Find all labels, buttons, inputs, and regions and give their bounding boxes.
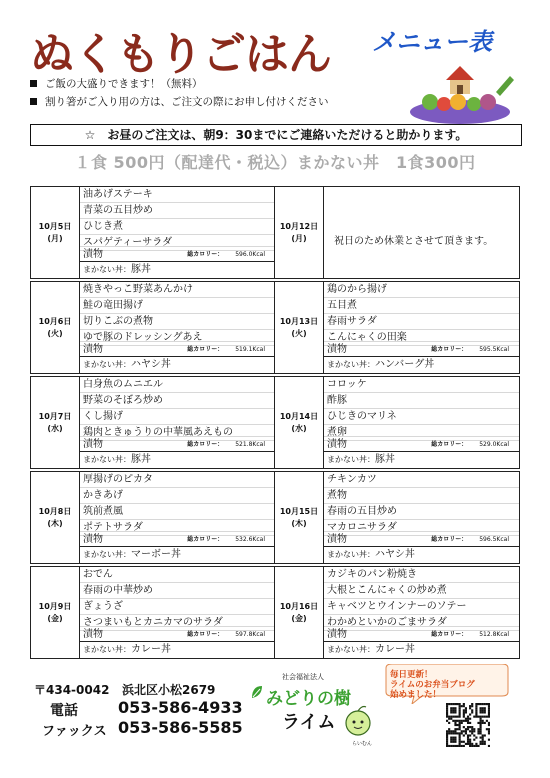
dish-list — [80, 282, 275, 346]
dish-list — [80, 377, 275, 441]
dish-item: かきあげ — [80, 488, 275, 504]
note-large-rice — [30, 76, 203, 91]
blog-line-3: 始めました！ — [390, 690, 442, 700]
makanai-don-row — [80, 356, 275, 373]
dish-item: わかめといかのごまサラダ — [324, 615, 519, 631]
dish-item: ゆで豚のドレッシングあえ — [80, 330, 275, 346]
don-label: まかない丼： — [327, 645, 375, 654]
dish-item: 白身魚のムニエル — [80, 377, 275, 393]
day-date — [275, 187, 324, 278]
fax-number: 053-586-5585 — [118, 718, 243, 737]
calorie-label: 総カロリー： — [431, 441, 468, 448]
calorie-value: 597.8Kcal — [235, 631, 265, 638]
qr-code-icon[interactable] — [446, 703, 490, 747]
address: 浜北区小松2679 — [122, 683, 216, 697]
phone-label: 電話 — [50, 703, 78, 719]
weekday-text: (水) — [47, 423, 63, 433]
weekday-text: (火) — [291, 328, 307, 338]
dish-item: 切りこぶの煮物 — [80, 314, 275, 330]
calorie-label: 総カロリー： — [187, 441, 224, 448]
calorie-label: 総カロリー： — [431, 536, 468, 543]
menu-title: ぬくもりごはん — [30, 29, 331, 80]
weekday-text: (月) — [47, 233, 63, 243]
day-menu — [80, 187, 275, 278]
dish-item: 五目煮 — [324, 298, 519, 314]
dish-item: くし揚げ — [80, 409, 275, 425]
pickles-row — [80, 341, 275, 357]
pickles-row — [80, 436, 275, 452]
bullet-square-icon — [30, 80, 37, 87]
day-menu — [80, 282, 275, 373]
calorie-value: 596.5Kcal — [479, 536, 509, 543]
calorie-info — [431, 532, 509, 547]
weekday-text: (金) — [47, 613, 63, 623]
pickles-text: 漬物 — [83, 439, 103, 450]
pickles-text: 漬物 — [327, 439, 347, 450]
dish-item: 煮卵 — [324, 425, 519, 441]
org-sub-name: ライム — [282, 712, 336, 733]
calorie-info — [187, 627, 265, 642]
don-value: 豚丼 — [131, 264, 151, 275]
weekday-text: (火) — [47, 328, 63, 338]
don-label: まかない丼： — [327, 455, 375, 464]
makanai-don-row — [80, 451, 275, 468]
calorie-info — [187, 532, 265, 547]
weekday-text: (金) — [291, 613, 307, 623]
dish-item: 春雨の中華炒め — [80, 583, 275, 599]
don-value: ハンバーグ丼 — [375, 359, 435, 370]
dish-list — [80, 472, 275, 536]
dish-item: さつまいもとカニカマのサラダ — [80, 615, 275, 631]
day-cell — [30, 471, 276, 564]
don-label: まかない丼： — [83, 360, 131, 369]
blog-line-1: 毎日更新！ — [390, 670, 433, 680]
day-menu — [324, 282, 519, 373]
org-name: みどりの樹 — [266, 689, 351, 709]
dish-item: 野菜のそぼろ炒め — [80, 393, 275, 409]
date-text: 10月13日 — [279, 316, 319, 326]
mascot-caption: らいむん — [352, 741, 373, 747]
calorie-value: 595.5Kcal — [479, 346, 509, 353]
day-date — [31, 377, 80, 468]
don-label: まかない丼： — [83, 455, 131, 464]
pickles-row — [80, 626, 275, 642]
calorie-info — [187, 342, 265, 357]
day-menu — [324, 187, 519, 278]
dish-item: 大根とこんにゃくの炒め煮 — [324, 583, 519, 599]
pickles-row — [324, 531, 519, 547]
bullet-square-icon — [30, 98, 37, 105]
day-cell — [30, 281, 276, 374]
pickles-text: 漬物 — [83, 249, 103, 260]
don-value: カレー丼 — [131, 644, 171, 655]
day-cell — [30, 186, 276, 279]
don-label: まかない丼： — [83, 645, 131, 654]
blog-line-2: ライムのお弁当ブログ — [390, 680, 475, 690]
pickles-row — [80, 531, 275, 547]
blog-announcement[interactable] — [390, 670, 475, 700]
holiday-notice: 祝日のため休業とさせて頂きます。 — [334, 236, 494, 247]
dish-item: 筑前煮風 — [80, 504, 275, 520]
day-date — [275, 472, 324, 563]
don-label: まかない丼： — [83, 265, 131, 274]
calorie-value: 521.8Kcal — [235, 441, 265, 448]
postal-code: 〒434-0042 — [34, 683, 110, 697]
calorie-label: 総カロリー： — [431, 631, 468, 638]
date-text: 10月6日 — [38, 316, 72, 326]
don-label: まかない丼： — [327, 360, 375, 369]
dish-item: スパゲティーサラダ — [80, 235, 275, 251]
weekday-text: (木) — [47, 518, 63, 528]
day-date — [275, 282, 324, 373]
calorie-label: 総カロリー： — [187, 631, 224, 638]
calorie-value: 512.8Kcal — [479, 631, 509, 638]
org-type: 社会福祉法人 — [282, 673, 324, 681]
pickles-text: 漬物 — [327, 344, 347, 355]
day-date — [31, 472, 80, 563]
date-text: 10月12日 — [279, 221, 319, 231]
dish-item: キャベツとウインナーのソテー — [324, 599, 519, 615]
day-date — [31, 187, 80, 278]
don-value: ハヤシ丼 — [131, 359, 171, 370]
makanai-don-row — [324, 546, 519, 563]
day-menu — [80, 377, 275, 468]
makanai-don-row — [80, 261, 275, 278]
day-cell — [274, 471, 520, 564]
weekday-text: (水) — [291, 423, 307, 433]
calorie-value: 519.1Kcal — [235, 346, 265, 353]
day-date — [31, 567, 80, 658]
dish-item: 厚揚げのピカタ — [80, 472, 275, 488]
makanai-don-row — [80, 546, 275, 563]
dish-item: 焼きやっこ野菜あんかけ — [80, 282, 275, 298]
dish-item: 鶏のから揚げ — [324, 282, 519, 298]
day-menu — [324, 377, 519, 468]
dish-item: 青菜の五目炒め — [80, 203, 275, 219]
day-cell — [274, 281, 520, 374]
mascot-icon — [340, 703, 376, 739]
dish-item: カジキのパン粉焼き — [324, 567, 519, 583]
menu-table-label: メニュー表 — [372, 28, 492, 56]
pickles-row — [80, 246, 275, 262]
day-menu — [80, 472, 275, 563]
note-chopsticks — [30, 94, 329, 109]
dish-item: コロッケ — [324, 377, 519, 393]
date-text: 10月16日 — [279, 601, 319, 611]
pickles-text: 漬物 — [327, 629, 347, 640]
makanai-don-row — [80, 641, 275, 658]
don-label: まかない丼： — [83, 550, 131, 559]
calorie-label: 総カロリー： — [187, 251, 224, 258]
date-text: 10月7日 — [38, 411, 72, 421]
dish-item: ぎょうざ — [80, 599, 275, 615]
don-value: マーボー丼 — [131, 549, 181, 560]
weekday-text: (月) — [291, 233, 307, 243]
dish-list — [324, 567, 519, 631]
don-value: カレー丼 — [375, 644, 415, 655]
dish-item: 鮭の竜田揚げ — [80, 298, 275, 314]
dish-item: おでん — [80, 567, 275, 583]
don-label: まかない丼： — [327, 550, 375, 559]
calorie-value: 596.0Kcal — [235, 251, 265, 258]
calorie-label: 総カロリー： — [187, 346, 224, 353]
date-text: 10月8日 — [38, 506, 72, 516]
dish-item: チキンカツ — [324, 472, 519, 488]
day-date — [275, 567, 324, 658]
dish-list — [80, 567, 275, 631]
makanai-don-row — [324, 641, 519, 658]
order-deadline-notice: ☆ お昼のご注文は、朝9：30までにご連絡いただけると助かります。 — [30, 124, 522, 146]
calorie-info — [431, 437, 509, 452]
dish-item: ひじき煮 — [80, 219, 275, 235]
dish-list — [324, 377, 519, 441]
day-cell — [274, 376, 520, 469]
don-value: 豚丼 — [131, 454, 151, 465]
day-cell — [274, 566, 520, 659]
dish-item: 酢豚 — [324, 393, 519, 409]
day-cell — [30, 566, 276, 659]
note-text: ご飯の大盛りできます！（無料） — [45, 78, 203, 90]
date-text: 10月14日 — [279, 411, 319, 421]
don-value: 豚丼 — [375, 454, 395, 465]
day-cell — [274, 186, 520, 279]
pickles-text: 漬物 — [327, 534, 347, 545]
day-date — [31, 282, 80, 373]
leaf-icon — [250, 684, 264, 700]
price-info: １食 500円（配達代・税込）まかない丼 1食300円 — [74, 153, 476, 172]
day-menu — [80, 567, 275, 658]
dish-list — [324, 472, 519, 536]
date-text: 10月5日 — [38, 221, 72, 231]
dish-list — [80, 187, 275, 251]
calorie-info — [187, 247, 265, 262]
dish-list — [324, 282, 519, 346]
dish-item: マカロニサラダ — [324, 520, 519, 536]
phone-number: 053-586-4933 — [118, 698, 243, 717]
dish-item: 春雨の五目炒め — [324, 504, 519, 520]
day-menu — [324, 567, 519, 658]
dish-item: こんにゃくの田楽 — [324, 330, 519, 346]
day-menu — [324, 472, 519, 563]
date-text: 10月9日 — [38, 601, 72, 611]
calorie-value: 532.6Kcal — [235, 536, 265, 543]
date-text: 10月15日 — [279, 506, 319, 516]
calorie-value: 529.0Kcal — [479, 441, 509, 448]
makanai-don-row — [324, 451, 519, 468]
dish-item: 春雨サラダ — [324, 314, 519, 330]
calorie-info — [431, 627, 509, 642]
calorie-label: 総カロリー： — [187, 536, 224, 543]
pickles-text: 漬物 — [83, 344, 103, 355]
makanai-don-row — [324, 356, 519, 373]
pickles-row — [324, 436, 519, 452]
dish-item: 油あげステーキ — [80, 187, 275, 203]
calorie-label: 総カロリー： — [431, 346, 468, 353]
pickles-text: 漬物 — [83, 629, 103, 640]
calorie-info — [431, 342, 509, 357]
dish-item: ひじきのマリネ — [324, 409, 519, 425]
dish-item: 鶏肉ときゅうりの中華風あえもの — [80, 425, 275, 441]
calorie-info — [187, 437, 265, 452]
pickles-row — [324, 626, 519, 642]
dish-item: 煮物 — [324, 488, 519, 504]
note-text: 割り箸がご入り用の方は、ご注文の際にお申し付けください — [45, 96, 329, 108]
pickles-text: 漬物 — [83, 534, 103, 545]
day-cell — [30, 376, 276, 469]
pickles-row — [324, 341, 519, 357]
dish-item: ポテトサラダ — [80, 520, 275, 536]
farm-food-illustration — [400, 62, 520, 126]
weekday-text: (木) — [291, 518, 307, 528]
fax-label: ファックス — [42, 724, 107, 739]
don-value: ハヤシ丼 — [375, 549, 415, 560]
day-date — [275, 377, 324, 468]
